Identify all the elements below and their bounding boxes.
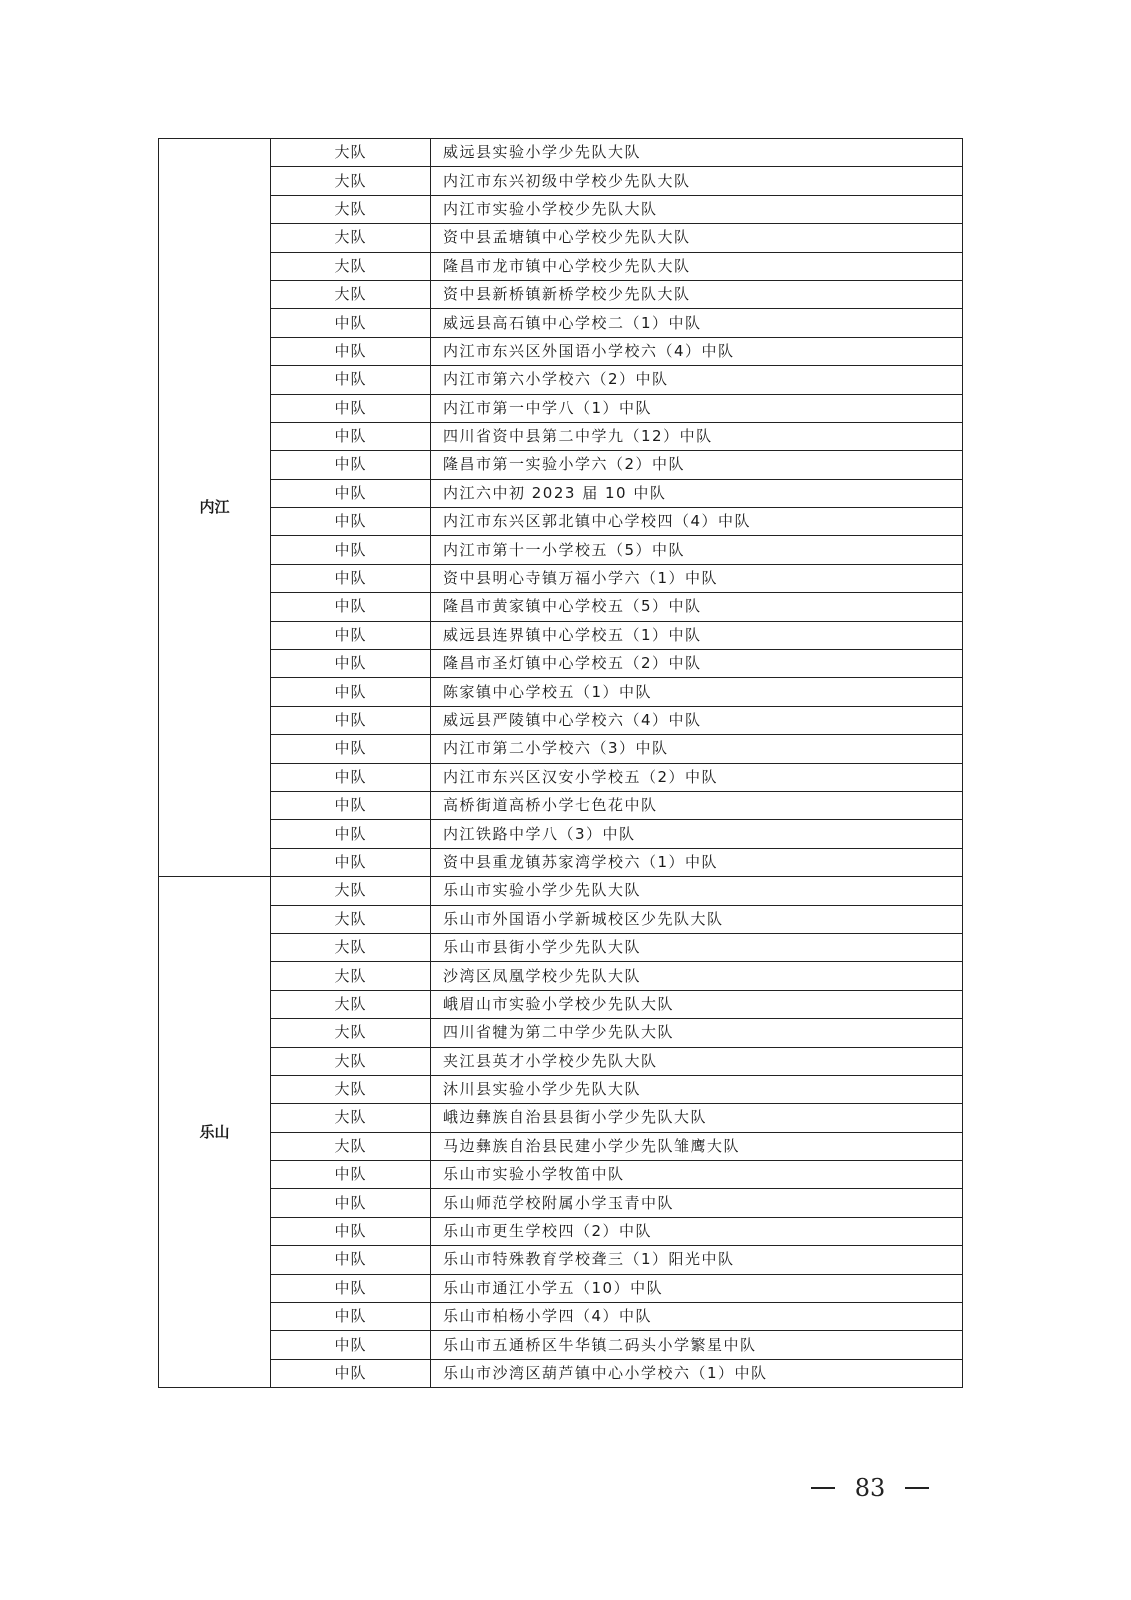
level-cell: 中队	[271, 848, 431, 876]
unit-name-cell: 乐山市柏杨小学四（4）中队	[431, 1303, 963, 1331]
unit-name-cell: 夹江县英才小学校少先队大队	[431, 1047, 963, 1075]
table-row	[159, 763, 963, 791]
level-cell: 中队	[271, 309, 431, 337]
unit-name-cell: 隆昌市圣灯镇中心学校五（2）中队	[431, 650, 963, 678]
level-cell: 大队	[271, 877, 431, 905]
level-cell: 中队	[271, 593, 431, 621]
unit-name-cell: 乐山市沙湾区葫芦镇中心小学校六（1）中队	[431, 1359, 963, 1387]
level-cell: 中队	[271, 536, 431, 564]
region-cell: 内江	[159, 139, 271, 877]
region-cell: 乐山	[159, 877, 271, 1388]
table-row	[159, 933, 963, 961]
table-row	[159, 1132, 963, 1160]
table-row	[159, 309, 963, 337]
level-cell: 中队	[271, 564, 431, 592]
table-row	[159, 1104, 963, 1132]
level-cell: 大队	[271, 1132, 431, 1160]
table-row	[159, 451, 963, 479]
table-row	[159, 337, 963, 365]
unit-name-cell: 隆昌市第一实验小学六（2）中队	[431, 451, 963, 479]
level-cell: 中队	[271, 791, 431, 819]
level-cell: 大队	[271, 252, 431, 280]
table-row	[159, 1161, 963, 1189]
table-row	[159, 252, 963, 280]
unit-name-cell: 四川省犍为第二中学少先队大队	[431, 1019, 963, 1047]
level-cell: 中队	[271, 451, 431, 479]
table-row	[159, 366, 963, 394]
unit-name-cell: 内江市东兴区郭北镇中心学校四（4）中队	[431, 508, 963, 536]
level-cell: 大队	[271, 280, 431, 308]
unit-name-cell: 沐川县实验小学少先队大队	[431, 1075, 963, 1103]
level-cell: 大队	[271, 1047, 431, 1075]
table-row	[159, 422, 963, 450]
table-row	[159, 650, 963, 678]
page-footer	[800, 1474, 940, 1502]
unit-name-cell: 内江市东兴区汉安小学校五（2）中队	[431, 763, 963, 791]
table-row	[159, 1019, 963, 1047]
level-cell: 中队	[271, 1217, 431, 1245]
level-cell: 中队	[271, 1189, 431, 1217]
table-row	[159, 1189, 963, 1217]
unit-name-cell: 资中县重龙镇苏家湾学校六（1）中队	[431, 848, 963, 876]
unit-name-cell: 内江铁路中学八（3）中队	[431, 820, 963, 848]
level-cell: 中队	[271, 1161, 431, 1189]
table-row	[159, 1047, 963, 1075]
unit-name-cell: 峨眉山市实验小学校少先队大队	[431, 990, 963, 1018]
table-row	[159, 848, 963, 876]
table-row	[159, 820, 963, 848]
unit-name-cell: 乐山市外国语小学新城校区少先队大队	[431, 905, 963, 933]
level-cell: 中队	[271, 479, 431, 507]
unit-name-cell: 乐山市实验小学少先队大队	[431, 877, 963, 905]
unit-name-cell: 内江市第十一小学校五（5）中队	[431, 536, 963, 564]
level-cell: 大队	[271, 990, 431, 1018]
unit-name-cell: 乐山市实验小学牧笛中队	[431, 1161, 963, 1189]
unit-name-cell: 内江六中初 2023 届 10 中队	[431, 479, 963, 507]
table-row	[159, 1359, 963, 1387]
unit-name-cell: 内江市实验小学校少先队大队	[431, 195, 963, 223]
table-body	[159, 139, 963, 1388]
unit-name-cell: 内江市东兴区外国语小学校六（4）中队	[431, 337, 963, 365]
unit-name-cell: 威远县连界镇中心学校五（1）中队	[431, 621, 963, 649]
table-row	[159, 877, 963, 905]
level-cell: 中队	[271, 735, 431, 763]
unit-name-cell: 峨边彝族自治县县街小学少先队大队	[431, 1104, 963, 1132]
level-cell: 中队	[271, 678, 431, 706]
unit-name-cell: 四川省资中县第二中学九（12）中队	[431, 422, 963, 450]
table-row	[159, 224, 963, 252]
level-cell: 大队	[271, 933, 431, 961]
table-row	[159, 1217, 963, 1245]
unit-name-cell: 马边彝族自治县民建小学少先队雏鹰大队	[431, 1132, 963, 1160]
table-row	[159, 167, 963, 195]
level-cell: 大队	[271, 1075, 431, 1103]
table-row	[159, 990, 963, 1018]
unit-name-cell: 隆昌市黄家镇中心学校五（5）中队	[431, 593, 963, 621]
level-cell: 大队	[271, 1019, 431, 1047]
level-cell: 中队	[271, 1303, 431, 1331]
level-cell: 大队	[271, 962, 431, 990]
table-row	[159, 139, 963, 167]
level-cell: 中队	[271, 1331, 431, 1359]
level-cell: 中队	[271, 1274, 431, 1302]
table-row	[159, 1075, 963, 1103]
unit-name-cell: 内江市第二小学校六（3）中队	[431, 735, 963, 763]
table-row	[159, 508, 963, 536]
table-row	[159, 1274, 963, 1302]
level-cell: 大队	[271, 139, 431, 167]
unit-name-cell: 乐山市通江小学五（10）中队	[431, 1274, 963, 1302]
table-row	[159, 706, 963, 734]
unit-name-cell: 威远县实验小学少先队大队	[431, 139, 963, 167]
table-row	[159, 678, 963, 706]
award-list-table	[158, 138, 963, 1388]
page-number: 83	[854, 1474, 886, 1502]
level-cell: 大队	[271, 167, 431, 195]
unit-name-cell: 高桥街道高桥小学七色花中队	[431, 791, 963, 819]
unit-name-cell: 资中县新桥镇新桥学校少先队大队	[431, 280, 963, 308]
unit-name-cell: 乐山市五通桥区牛华镇二码头小学繁星中队	[431, 1331, 963, 1359]
left-dash	[811, 1487, 835, 1489]
table-row	[159, 1331, 963, 1359]
level-cell: 大队	[271, 224, 431, 252]
level-cell: 中队	[271, 706, 431, 734]
level-cell: 中队	[271, 763, 431, 791]
table-row	[159, 621, 963, 649]
table-row	[159, 905, 963, 933]
level-cell: 中队	[271, 1246, 431, 1274]
table-row	[159, 1303, 963, 1331]
unit-name-cell: 陈家镇中心学校五（1）中队	[431, 678, 963, 706]
level-cell: 大队	[271, 905, 431, 933]
level-cell: 中队	[271, 621, 431, 649]
unit-name-cell: 资中县明心寺镇万福小学六（1）中队	[431, 564, 963, 592]
unit-name-cell: 乐山师范学校附属小学玉青中队	[431, 1189, 963, 1217]
table-row	[159, 1246, 963, 1274]
level-cell: 大队	[271, 1104, 431, 1132]
right-dash	[905, 1487, 929, 1489]
level-cell: 中队	[271, 820, 431, 848]
unit-name-cell: 乐山市特殊教育学校聋三（1）阳光中队	[431, 1246, 963, 1274]
level-cell: 中队	[271, 394, 431, 422]
table-row	[159, 791, 963, 819]
unit-name-cell: 威远县高石镇中心学校二（1）中队	[431, 309, 963, 337]
table-row	[159, 394, 963, 422]
level-cell: 中队	[271, 650, 431, 678]
level-cell: 中队	[271, 366, 431, 394]
level-cell: 中队	[271, 1359, 431, 1387]
table-row	[159, 195, 963, 223]
unit-name-cell: 隆昌市龙市镇中心学校少先队大队	[431, 252, 963, 280]
unit-name-cell: 资中县孟塘镇中心学校少先队大队	[431, 224, 963, 252]
table-row	[159, 593, 963, 621]
unit-name-cell: 内江市东兴初级中学校少先队大队	[431, 167, 963, 195]
unit-name-cell: 乐山市县街小学少先队大队	[431, 933, 963, 961]
unit-name-cell: 沙湾区凤凰学校少先队大队	[431, 962, 963, 990]
table-row	[159, 280, 963, 308]
table-row	[159, 735, 963, 763]
unit-name-cell: 威远县严陵镇中心学校六（4）中队	[431, 706, 963, 734]
level-cell: 大队	[271, 195, 431, 223]
unit-name-cell: 内江市第六小学校六（2）中队	[431, 366, 963, 394]
level-cell: 中队	[271, 337, 431, 365]
level-cell: 中队	[271, 508, 431, 536]
table-row	[159, 536, 963, 564]
unit-name-cell: 内江市第一中学八（1）中队	[431, 394, 963, 422]
table-row	[159, 962, 963, 990]
unit-name-cell: 乐山市更生学校四（2）中队	[431, 1217, 963, 1245]
table-row	[159, 564, 963, 592]
table-row	[159, 479, 963, 507]
level-cell: 中队	[271, 422, 431, 450]
